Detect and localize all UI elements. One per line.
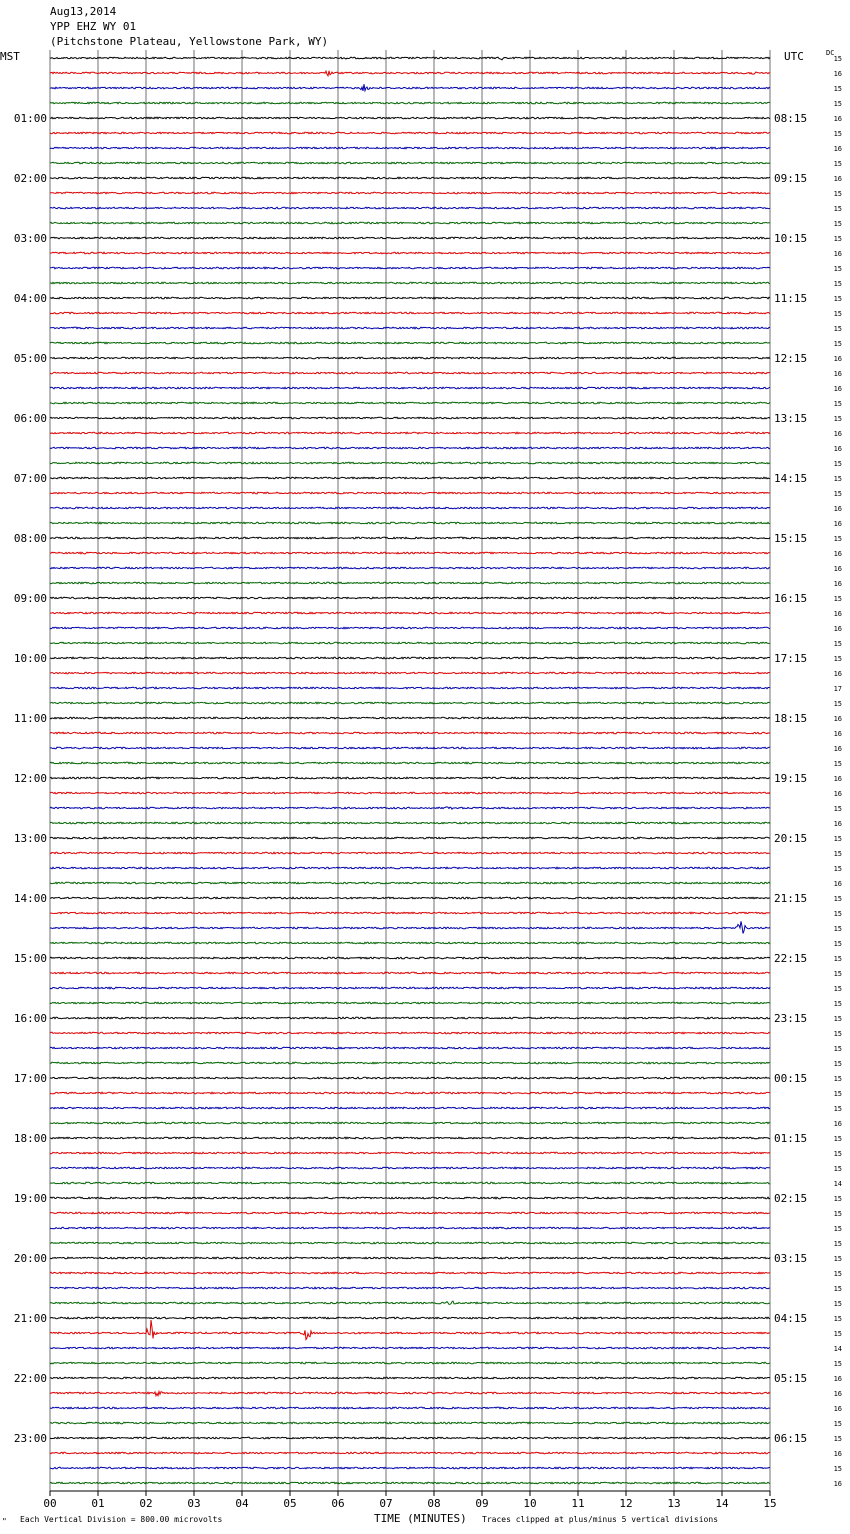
- dc-offset-label: 15: [833, 1090, 842, 1098]
- utc-hour-label: 22:15: [774, 952, 808, 965]
- dc-offset-label: 15: [833, 235, 842, 243]
- x-tick-label: 11: [571, 1497, 585, 1510]
- dc-offset-label: 16: [833, 145, 842, 153]
- dc-offset-label: 15: [833, 1105, 842, 1113]
- seismic-trace: [50, 1077, 770, 1079]
- dc-offset-label: 16: [833, 550, 842, 558]
- left-axis-title: MST: [0, 50, 20, 63]
- dc-offset-label: 15: [833, 850, 842, 858]
- dc-offset-label: 15: [833, 1195, 842, 1203]
- seismic-trace: [50, 552, 770, 554]
- x-tick-label: 08: [427, 1497, 441, 1510]
- seismic-trace: [50, 1287, 770, 1289]
- dc-offset-label: 16: [833, 1405, 842, 1413]
- mst-hour-label: 02:00: [13, 172, 47, 185]
- dc-offset-label: 16: [833, 880, 842, 888]
- seismic-trace: [50, 162, 770, 164]
- seismic-trace: [50, 837, 770, 839]
- dc-offset-label: 15: [833, 55, 842, 63]
- mst-hour-label: 15:00: [13, 952, 47, 965]
- dc-offset-label: 16: [833, 790, 842, 798]
- seismic-trace: [50, 84, 770, 91]
- seismic-trace: [50, 867, 770, 869]
- utc-hour-label: 03:15: [774, 1252, 808, 1265]
- seismic-trace: [50, 702, 770, 704]
- mst-hour-label: 04:00: [13, 292, 47, 305]
- x-tick-label: 03: [187, 1497, 201, 1510]
- utc-hour-label: 04:15: [774, 1312, 808, 1325]
- seismic-trace: [50, 1047, 770, 1049]
- seismic-trace: [50, 102, 770, 104]
- dc-offset-label: 15: [833, 1075, 842, 1083]
- dc-offset-label: 16: [833, 1450, 842, 1458]
- dc-offset-label: 15: [833, 160, 842, 168]
- dc-offset-label: 16: [833, 445, 842, 453]
- mst-hour-label: 10:00: [13, 652, 47, 665]
- seismic-trace: [50, 132, 770, 134]
- seismic-trace: [50, 882, 770, 884]
- dc-offset-label: 15: [833, 940, 842, 948]
- x-tick-label: 07: [379, 1497, 393, 1510]
- dc-offset-label: 15: [833, 475, 842, 483]
- seismic-trace: [50, 1152, 770, 1154]
- seismic-trace: [50, 207, 770, 209]
- seismic-trace: [50, 1197, 770, 1199]
- x-tick-label: 10: [523, 1497, 537, 1510]
- utc-hour-label: 18:15: [774, 712, 808, 725]
- seismic-trace: [50, 147, 770, 149]
- x-tick-label: 09: [475, 1497, 489, 1510]
- seismic-trace: [50, 342, 770, 344]
- footer-mark: ": [2, 1517, 7, 1526]
- dc-offset-label: 15: [833, 895, 842, 903]
- dc-offset-label: 15: [833, 1030, 842, 1038]
- seismic-trace: [50, 1362, 770, 1364]
- dc-offset-label: 15: [833, 190, 842, 198]
- dc-offset-label: 16: [833, 1120, 842, 1128]
- seismic-trace: [50, 417, 770, 419]
- dc-offset-label: 16: [833, 505, 842, 513]
- seismic-trace: [50, 1422, 770, 1424]
- dc-offset-label: 15: [833, 955, 842, 963]
- right-axis-title: UTC: [784, 50, 804, 63]
- dc-offset-label: 17: [833, 685, 842, 693]
- dc-offset-label: 15: [833, 1210, 842, 1218]
- dc-offset-label: 16: [833, 250, 842, 258]
- seismic-trace: [50, 57, 770, 60]
- seismic-trace: [50, 1167, 770, 1169]
- seismic-trace: [50, 327, 770, 329]
- utc-hour-label: 06:15: [774, 1432, 808, 1445]
- x-tick-label: 05: [283, 1497, 297, 1510]
- seismic-trace: [50, 1212, 770, 1214]
- x-axis-title: TIME (MINUTES): [374, 1512, 467, 1525]
- dc-offset-label: 16: [833, 565, 842, 573]
- dc-offset-label: 16: [833, 625, 842, 633]
- seismic-trace: [50, 537, 770, 539]
- dc-offset-label: 15: [833, 835, 842, 843]
- seismic-trace: [50, 312, 770, 314]
- dc-offset-label: 15: [833, 1315, 842, 1323]
- dc-offset-label: 15: [833, 1000, 842, 1008]
- dc-offset-label: 15: [833, 805, 842, 813]
- utc-hour-label: 19:15: [774, 772, 808, 785]
- seismic-trace: [50, 1032, 770, 1034]
- seismic-trace: [50, 1257, 770, 1259]
- dc-offset-label: 16: [833, 115, 842, 123]
- x-tick-label: 00: [43, 1497, 57, 1510]
- utc-hour-label: 10:15: [774, 232, 808, 245]
- mst-hour-label: 18:00: [13, 1132, 47, 1145]
- seismic-trace: [50, 642, 770, 644]
- dc-offset-label: 16: [833, 1480, 842, 1488]
- utc-hour-label: 14:15: [774, 472, 808, 485]
- seismic-trace: [50, 222, 770, 224]
- utc-hour-label: 05:15: [774, 1372, 808, 1385]
- dc-offset-label: 15: [833, 295, 842, 303]
- mst-hour-label: 06:00: [13, 412, 47, 425]
- seismic-trace: [50, 1482, 770, 1484]
- dc-offset-label: 15: [833, 100, 842, 108]
- seismic-trace: [50, 921, 770, 933]
- mst-hour-label: 12:00: [13, 772, 47, 785]
- seismic-trace: [50, 1377, 770, 1379]
- seismic-trace: [50, 687, 770, 689]
- mst-hour-label: 11:00: [13, 712, 47, 725]
- seismic-trace: [50, 522, 770, 524]
- dc-offset-label: 16: [833, 1390, 842, 1398]
- dc-offset-label: 16: [833, 385, 842, 393]
- seismic-trace: [50, 897, 770, 899]
- dc-offset-label: 15: [833, 265, 842, 273]
- utc-hour-label: 21:15: [774, 892, 808, 905]
- mst-hour-label: 07:00: [13, 472, 47, 485]
- mst-hour-label: 09:00: [13, 592, 47, 605]
- dc-offset-label: 15: [833, 1255, 842, 1263]
- seismic-trace: [50, 747, 770, 749]
- utc-hour-label: 23:15: [774, 1012, 808, 1025]
- seismic-trace: [50, 1062, 770, 1064]
- seismic-trace: [50, 717, 770, 719]
- dc-offset-label: 15: [833, 655, 842, 663]
- seismic-trace: [50, 1437, 770, 1439]
- seismic-trace: [50, 972, 770, 974]
- mst-hour-label: 16:00: [13, 1012, 47, 1025]
- seismic-trace: [50, 507, 770, 509]
- utc-hour-label: 12:15: [774, 352, 808, 365]
- seismic-trace: [50, 177, 770, 179]
- dc-offset-label: 15: [833, 1150, 842, 1158]
- dc-offset-label: 15: [833, 340, 842, 348]
- dc-offset-label: 15: [833, 1300, 842, 1308]
- dc-offset-label: 14: [833, 1345, 842, 1353]
- mst-hour-label: 22:00: [13, 1372, 47, 1385]
- seismic-trace: [50, 987, 770, 989]
- dc-offset-label: 15: [833, 595, 842, 603]
- dc-offset-label: 15: [833, 130, 842, 138]
- dc-offset-label: 15: [833, 1270, 842, 1278]
- dc-offset-label: 15: [833, 700, 842, 708]
- mst-hour-label: 01:00: [13, 112, 47, 125]
- seismic-trace: [50, 597, 770, 599]
- seismic-trace: [50, 1242, 770, 1244]
- dc-offset-label: 15: [833, 1165, 842, 1173]
- dc-offset-label: 15: [833, 1135, 842, 1143]
- dc-offset-label: 15: [833, 970, 842, 978]
- seismic-trace: [50, 492, 770, 494]
- mst-hour-label: 19:00: [13, 1192, 47, 1205]
- seismic-trace: [50, 1122, 770, 1124]
- dc-offset-label: 15: [833, 865, 842, 873]
- seismic-trace: [50, 1092, 770, 1094]
- dc-offset-label: 16: [833, 430, 842, 438]
- dc-offset-label: 16: [833, 520, 842, 528]
- x-tick-label: 02: [139, 1497, 153, 1510]
- seismic-trace: [50, 1272, 770, 1274]
- seismic-trace: [50, 267, 770, 269]
- seismic-trace: [50, 957, 770, 959]
- mst-hour-label: 03:00: [13, 232, 47, 245]
- seismic-trace: [50, 462, 770, 464]
- seismic-trace: [50, 612, 770, 614]
- seismic-trace: [50, 792, 770, 794]
- seismic-trace: [50, 71, 770, 76]
- dc-offset-label: 15: [833, 415, 842, 423]
- seismic-trace: [50, 252, 770, 254]
- dc-offset-label: 15: [833, 490, 842, 498]
- utc-hour-label: 08:15: [774, 112, 808, 125]
- dc-offset-label: 16: [833, 580, 842, 588]
- seismic-trace: [50, 432, 770, 434]
- dc-offset-label: 15: [833, 1045, 842, 1053]
- utc-hour-label: 16:15: [774, 592, 808, 605]
- plot-date: Aug13,2014: [50, 5, 117, 18]
- dc-offset-label: 16: [833, 730, 842, 738]
- dc-offset-label: 15: [833, 985, 842, 993]
- seismic-trace: [50, 357, 770, 359]
- seismic-trace: [50, 387, 770, 389]
- mst-hour-label: 13:00: [13, 832, 47, 845]
- seismic-trace: [50, 657, 770, 659]
- dc-offset-label: 14: [833, 1180, 842, 1188]
- utc-hour-label: 00:15: [774, 1072, 808, 1085]
- dc-offset-label: 15: [833, 1225, 842, 1233]
- seismic-trace: [50, 912, 770, 914]
- seismic-trace: [50, 237, 770, 239]
- utc-hour-label: 11:15: [774, 292, 808, 305]
- seismic-trace: [50, 732, 770, 734]
- dc-offset-label: 15: [833, 760, 842, 768]
- seismic-trace: [50, 777, 770, 779]
- seismic-trace: [50, 1017, 770, 1019]
- seismic-trace: [50, 1320, 770, 1340]
- seismic-trace: [50, 297, 770, 299]
- x-tick-label: 06: [331, 1497, 345, 1510]
- mst-hour-label: 21:00: [13, 1312, 47, 1325]
- utc-hour-label: 13:15: [774, 412, 808, 425]
- seismic-trace: [50, 1467, 770, 1469]
- dc-offset-label: 15: [833, 1360, 842, 1368]
- utc-hour-label: 09:15: [774, 172, 808, 185]
- seismic-trace: [50, 582, 770, 584]
- seismic-trace: [50, 762, 770, 764]
- dc-offset-label: 15: [833, 400, 842, 408]
- dc-label: DC: [826, 49, 835, 57]
- seismic-trace: [50, 372, 770, 374]
- dc-offset-label: 15: [833, 640, 842, 648]
- mst-hour-label: 20:00: [13, 1252, 47, 1265]
- dc-offset-label: 16: [833, 370, 842, 378]
- dc-offset-label: 15: [833, 1465, 842, 1473]
- seismic-trace: [50, 1182, 770, 1184]
- seismic-trace: [50, 1301, 770, 1304]
- seismic-trace: [50, 1407, 770, 1409]
- dc-offset-label: 16: [833, 175, 842, 183]
- mst-hour-label: 08:00: [13, 532, 47, 545]
- seismic-trace: [50, 567, 770, 569]
- dc-offset-label: 15: [833, 460, 842, 468]
- utc-hour-label: 15:15: [774, 532, 808, 545]
- seismic-trace: [50, 192, 770, 194]
- x-tick-label: 12: [619, 1497, 633, 1510]
- seismic-trace: [50, 1002, 770, 1004]
- x-tick-label: 01: [91, 1497, 105, 1510]
- dc-offset-label: 15: [833, 220, 842, 228]
- dc-offset-label: 16: [833, 745, 842, 753]
- dc-offset-label: 15: [833, 910, 842, 918]
- dc-offset-label: 15: [833, 280, 842, 288]
- seismic-trace: [50, 447, 770, 449]
- x-tick-label: 04: [235, 1497, 249, 1510]
- dc-offset-label: 15: [833, 1015, 842, 1023]
- seismic-trace: [50, 1317, 770, 1319]
- seismic-trace: [50, 477, 770, 479]
- dc-offset-label: 15: [833, 535, 842, 543]
- seismic-trace: [50, 1107, 770, 1109]
- scale-note: Each Vertical Division = 800.00 microvolts: [20, 1515, 223, 1524]
- dc-offset-label: 15: [833, 1285, 842, 1293]
- seismic-trace: [50, 1227, 770, 1229]
- seismic-trace: [50, 822, 770, 824]
- utc-hour-label: 20:15: [774, 832, 808, 845]
- seismic-trace: [50, 1452, 770, 1454]
- dc-offset-label: 16: [833, 1375, 842, 1383]
- seismic-trace: [50, 807, 770, 809]
- utc-hour-label: 01:15: [774, 1132, 808, 1145]
- seismic-trace: [50, 852, 770, 854]
- mst-hour-label: 14:00: [13, 892, 47, 905]
- dc-offset-label: 16: [833, 715, 842, 723]
- dc-offset-label: 16: [833, 70, 842, 78]
- station-code: YPP EHZ WY 01: [50, 20, 137, 33]
- dc-offset-label: 15: [833, 205, 842, 213]
- dc-offset-label: 15: [833, 85, 842, 93]
- seismic-trace: [50, 402, 770, 404]
- utc-hour-label: 17:15: [774, 652, 808, 665]
- x-tick-label: 14: [715, 1497, 729, 1510]
- dc-offset-label: 15: [833, 310, 842, 318]
- dc-offset-label: 16: [833, 820, 842, 828]
- dc-offset-label: 16: [833, 670, 842, 678]
- seismic-trace: [50, 627, 770, 629]
- x-tick-label: 15: [763, 1497, 777, 1510]
- dc-offset-label: 15: [833, 1330, 842, 1338]
- dc-offset-label: 15: [833, 925, 842, 933]
- utc-hour-label: 02:15: [774, 1192, 808, 1205]
- dc-offset-label: 15: [833, 325, 842, 333]
- seismic-trace: [50, 117, 770, 119]
- dc-offset-label: 15: [833, 1240, 842, 1248]
- seismic-trace: [50, 672, 770, 674]
- dc-offset-label: 16: [833, 355, 842, 363]
- mst-hour-label: 23:00: [13, 1432, 47, 1445]
- station-location: (Pitchstone Plateau, Yellowstone Park, WY): [50, 35, 329, 48]
- dc-offset-label: 15: [833, 1435, 842, 1443]
- dc-offset-label: 16: [833, 610, 842, 618]
- seismic-trace: [50, 282, 770, 284]
- clip-note: Traces clipped at plus/minus 5 vertical divisions: [482, 1515, 719, 1524]
- seismic-trace: [50, 1391, 770, 1395]
- seismic-trace: [50, 1347, 770, 1349]
- dc-offset-label: 15: [833, 1060, 842, 1068]
- x-tick-label: 13: [667, 1497, 681, 1510]
- mst-hour-label: 17:00: [13, 1072, 47, 1085]
- dc-offset-label: 15: [833, 1420, 842, 1428]
- seismic-trace: [50, 942, 770, 944]
- dc-offset-label: 16: [833, 775, 842, 783]
- seismic-trace: [50, 1137, 770, 1139]
- mst-hour-label: 05:00: [13, 352, 47, 365]
